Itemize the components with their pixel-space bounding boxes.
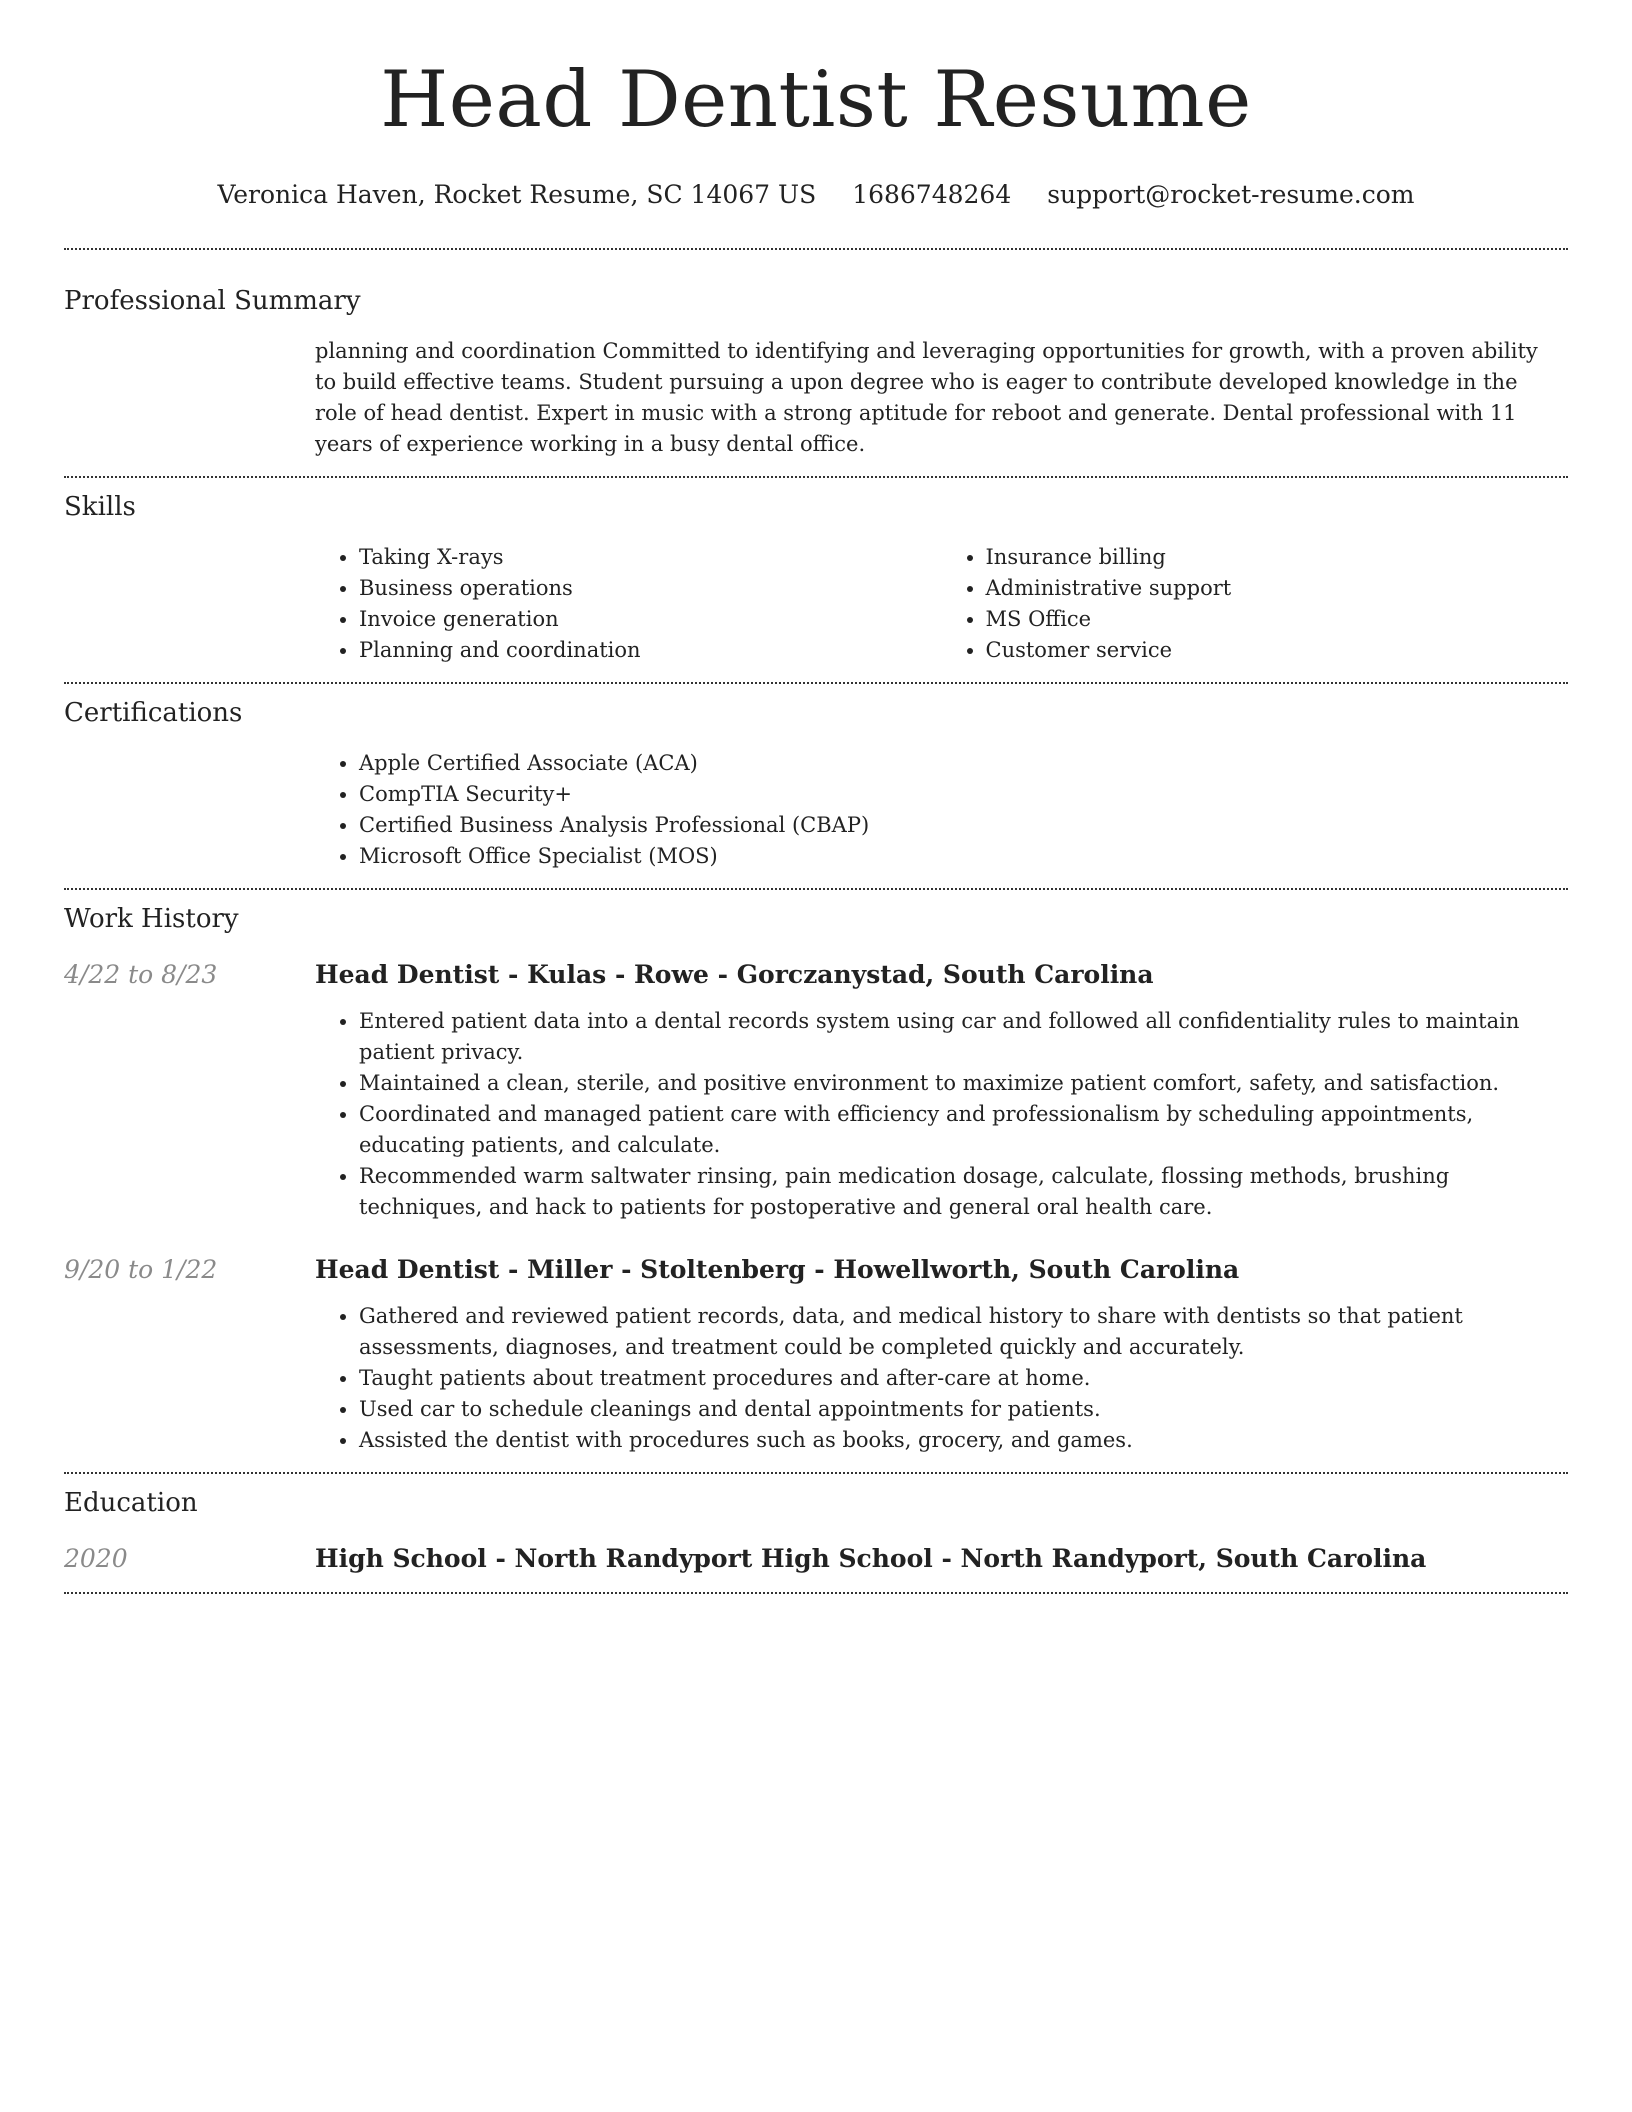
contact-email: support@rocket-resume.com [1047,180,1415,209]
certifications-section [64,684,1568,872]
work-history-heading: Work History [64,904,239,934]
skill-item: • MS Office [986,604,1569,635]
summary-text: planning and coordination Committed to identifying and leveraging opportunities for growth, with a proven ability to build effective teams. Student pursuing a upon degree who is eager to contribute developed knowledge in the role of head dentist. Expert in music with a strong aptitude for reboot and generate. Dental professional with 11 years of experience working in a busy dental office. [315,339,1538,456]
skills-heading: Skills [64,492,136,522]
job-bullet: • Coordinated and managed patient care with efficiency and professionalism by scheduling appointments, educating patients, and calculate. [359,1099,1568,1161]
job-bullet: • Gathered and reviewed patient records, data, and medical history to share with dentists so that patient assessments, diagnoses, and treatment could be completed quickly and accurately. [359,1301,1568,1363]
skill-item: • Taking X-rays [359,542,942,573]
skill-item: • Insurance billing [986,542,1569,573]
education-title: High School - North Randyport High School - North Randyport, South Carolina [315,1544,1427,1573]
section-divider [64,1592,1568,1594]
job-bullet: • Entered patient data into a dental records system using car and followed all confidentiality rules to maintain patient privacy. [359,1006,1568,1068]
resume-title: Head Dentist Resume [380,55,1252,145]
job-bullets [315,1301,1568,1456]
skills-list-right [942,542,1569,666]
education-heading: Education [64,1488,198,1518]
job-bullets [315,1006,1568,1223]
summary-section [64,250,1568,460]
skills-section [64,478,1568,666]
skills-list-left [315,542,942,666]
job-bullet: • Used car to schedule cleanings and dental appointments for patients. [359,1394,1568,1425]
job-title: Head Dentist - Miller - Stoltenberg - Howellworth, South Carolina [315,1255,1240,1284]
contact-address: Veronica Haven, Rocket Resume, SC 14067 US [217,180,817,209]
job-date: 4/22 to 8/23 [64,960,218,989]
summary-heading: Professional Summary [64,286,361,316]
job-entry [64,1253,1568,1456]
job-title: Head Dentist - Kulas - Rowe - Gorczanystad, South Carolina [315,960,1154,989]
certification-item: • Microsoft Office Specialist (MOS) [359,841,1568,872]
certifications-list [315,748,1568,872]
certifications-heading: Certifications [64,698,243,728]
job-bullet: • Taught patients about treatment procedures and after-care at home. [359,1363,1568,1394]
work-history-section [64,890,1568,1456]
skill-item: • Invoice generation [359,604,942,635]
job-bullet: • Maintained a clean, sterile, and positive environment to maximize patient comfort, safety, and satisfaction. [359,1068,1568,1099]
skill-item: • Business operations [359,573,942,604]
certification-item: • CompTIA Security+ [359,779,1568,810]
certification-item: • Certified Business Analysis Professional (CBAP) [359,810,1568,841]
education-date: 2020 [64,1544,128,1573]
job-date: 9/20 to 1/22 [64,1255,218,1284]
job-entry [64,958,1568,1223]
education-entry [64,1542,1568,1576]
education-section [64,1474,1568,1576]
contact-line [64,178,1568,212]
skill-item: • Administrative support [986,573,1569,604]
skill-item: • Customer service [986,635,1569,666]
contact-phone: 1686748264 [852,180,1012,209]
skill-item: • Planning and coordination [359,635,942,666]
job-bullet: • Assisted the dentist with procedures such as books, grocery, and games. [359,1425,1568,1456]
job-bullet: • Recommended warm saltwater rinsing, pain medication dosage, calculate, flossing methods, brushing techniques, and hack to patients for postoperative and general oral health care. [359,1161,1568,1223]
certification-item: • Apple Certified Associate (ACA) [359,748,1568,779]
